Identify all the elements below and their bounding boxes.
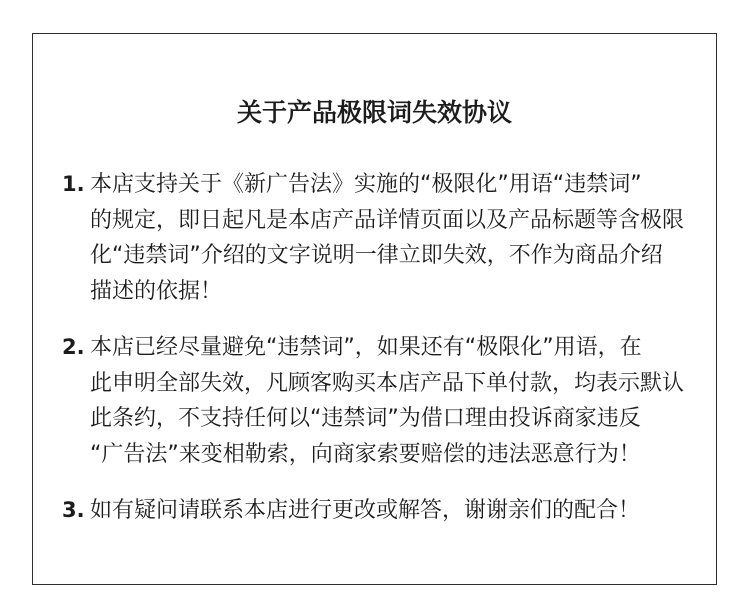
item-number: 3. [62,497,85,522]
notice-item-1 [62,167,716,310]
item-line: 此申明全部失效，凡顾客购买本店产品下单付款，均表示默认 [90,370,685,396]
notice-box [32,33,717,585]
item-line: 此条约，不支持任何以“违禁词”为借口理由投诉商家违反 [90,406,641,432]
item-line: 如有疑问请联系本店进行更改或解答，谢谢亲们的配合！ [90,497,641,523]
notice-title: 关于产品极限词失效协议 [236,98,512,127]
item-line: 描述的依据！ [90,279,223,305]
notice-item-2 [62,330,716,473]
item-line: 本店支持关于《新广告法》实施的“极限化”用语“违禁词” [90,172,642,197]
item-text [90,493,640,529]
item-number: 1. [62,172,85,196]
notice-item-3 [62,493,716,529]
item-text [90,330,684,473]
item-line: 本店已经尽量避免“违禁词”，如果还有“极限化”用语，在 [90,334,642,360]
notice-content [33,34,716,528]
item-line: 化“违禁词”介绍的文字说明一律立即失效，不作为商品介绍 [90,243,663,269]
item-line: “广告法”来变相勒索，向商家索要赔偿的违法恶意行为！ [90,441,641,467]
item-text [90,167,684,310]
item-line: 的规定，即日起凡是本店产品详情页面以及产品标题等含极限 [90,207,685,233]
item-number: 2. [62,334,85,359]
